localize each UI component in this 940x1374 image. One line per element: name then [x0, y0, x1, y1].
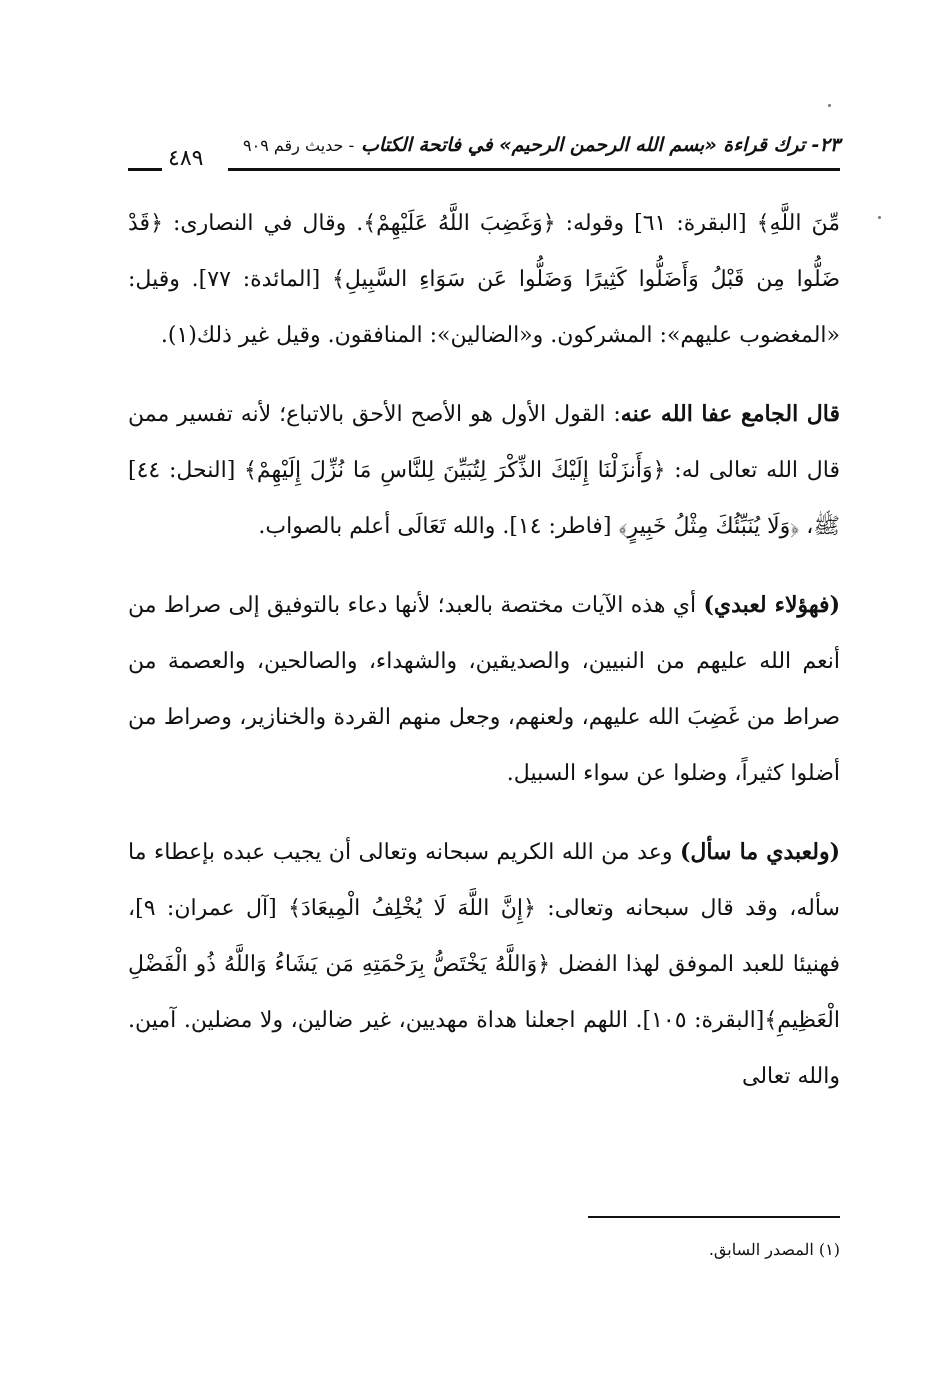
paragraph-text: : القول الأول هو الأصح الأحق بالاتباع؛ لأنه تفسير ممن قال الله تعالى له: ﴿وَأَنزَلْنَا إِلَيْكَ الذِّكْرَ لِتُبَيِّنَ لِلنَّاسِ مَا نُزِّلَ إِلَيْهِمْ﴾ [النحل: ٤٤] ﷺ، ﴿وَلَا يُنَبِّئُكَ مِثْلُ خَبِيرٍ﴾ [فاطر: ١٤]. والله تَعَالَى أعلم بالصواب.: [128, 402, 840, 539]
header-title-text: ٢٣- ترك قراءة «بسم الله الرحمن الرحيم» في فاتحة الكتاب: [360, 134, 840, 156]
header-subtitle: - حديث رقم ٩٠٩: [243, 136, 355, 155]
paragraph-text: أي هذه الآيات مختصة بالعبد؛ لأنها دعاء بالتوفيق إلى صراط من أنعم الله عليهم من النبيين، والصديقين، والشهداء، والصالحين، والعصمة من صراط من غَضِبَ الله عليهم، ولعنهم، وجعل منهم القردة والخنازير، وصراط من أضلوا كثيراً، وضلوا عن سواء السبيل.: [128, 593, 840, 786]
paragraph: [128, 196, 840, 364]
paragraph-lead: (فهؤلاء لعبدي): [703, 592, 840, 618]
paragraph-text: وعد من الله الكريم سبحانه وتعالى أن يجيب عبده بإعطاء ما سأله، وقد قال سبحانه وتعالى: ﴿إِنَّ اللَّهَ لَا يُخْلِفُ الْمِيعَادَ﴾ [آل عمران: ٩]، فهنيئا للعبد الموفق لهذا الفضل ﴿وَاللَّهُ يَخْتَصُّ بِرَحْمَتِهِ مَن يَشَاءُ وَاللَّهُ ذُو الْفَضْلِ الْعَظِيمِ﴾[البقرة: ١٠٥]. اللهم اجعلنا هداة مهديين، غير ضالين، ولا مضلين. آمين. والله تعالى: [128, 840, 840, 1089]
paragraph: [128, 824, 840, 1105]
paragraph-lead: قال الجامع عفا الله عنه: [620, 401, 840, 427]
running-header: [128, 130, 840, 174]
page-number-rule: [128, 168, 162, 171]
header-rule: [228, 168, 840, 171]
margin-mark: [828, 104, 831, 107]
paragraph-lead: (ولعبدي ما سأل): [679, 839, 840, 865]
margin-mark: [878, 216, 881, 219]
footnote-rule: [588, 1216, 840, 1218]
paragraph: [128, 386, 840, 555]
paragraph-text: مِّنَ اللَّهِ﴾ [البقرة: ٦١] وقوله: ﴿وَغَضِبَ اللَّهُ عَلَيْهِمْ﴾. وقال في النصارى: ﴿قَدْ ضَلُّوا مِن قَبْلُ وَأَضَلُّوا كَثِيرًا وَضَلُّوا عَن سَوَاءِ السَّبِيلِ﴾ [المائدة: ٧٧]. وقيل: «المغضوب عليهم»: المشركون. و«الضالين»: المنافقون. وقيل غير ذلك(١).: [128, 211, 841, 348]
paragraph: [128, 577, 840, 802]
text-body: [128, 196, 840, 1127]
page-number: ٤٨٩: [168, 146, 204, 171]
header-title: [243, 134, 840, 156]
footnote: (١) المصدر السابق.: [708, 1240, 840, 1259]
